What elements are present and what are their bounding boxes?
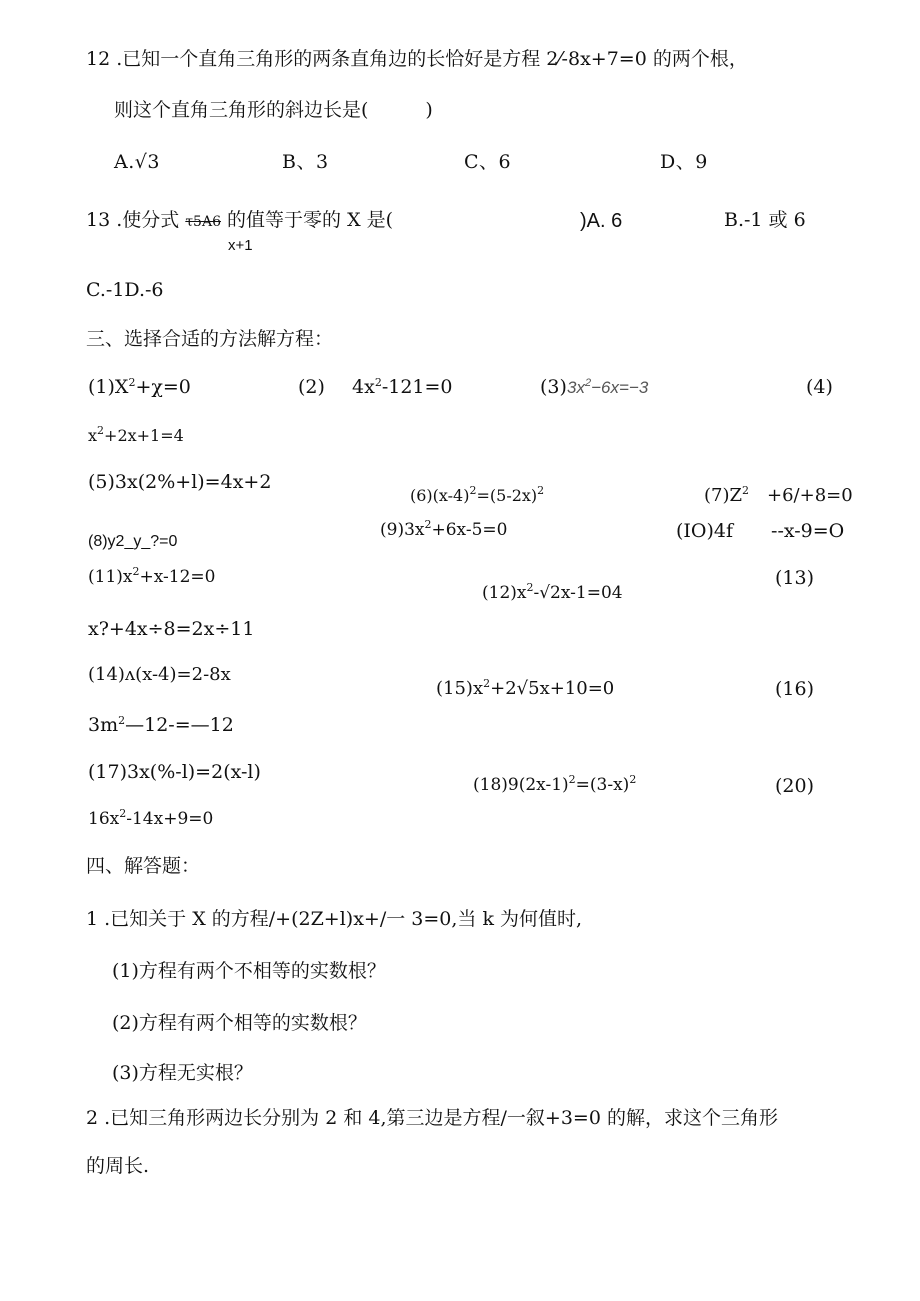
eq7: $(7)Z^2$ +6/+8=0	[704, 484, 853, 506]
eq13-body: x?+4x÷8=2x÷11	[88, 618, 255, 640]
problem2-line1: 2 .已知三角形两边长分别为 2 和 4,第三边是方程/一叙+3=0 的解，求这个三角形	[86, 1107, 778, 1129]
eq4-body: $x^2+2x+1=4$	[88, 424, 184, 445]
eq15: $(15)x^2+2√5x+10=0$	[436, 677, 615, 699]
q12-choice-d: D、9	[660, 151, 708, 173]
eq16-label: (16)	[775, 678, 815, 700]
eq2-label: (2)	[298, 376, 325, 398]
eq13-label: (13)	[775, 567, 815, 589]
eq3-label: (3)	[540, 376, 567, 398]
eq11: $(11)x^2+x-12=0$	[88, 565, 216, 587]
eq1: $(1)X^2+\chi=0$	[88, 376, 191, 398]
eq18: $(18)9(2x-1)^2=(3-x)^2$	[473, 773, 637, 795]
eq20-label: (20)	[775, 775, 815, 797]
section4-title: 四、解答题：	[86, 855, 201, 877]
q13-choice-b: B.-1 或 6	[724, 209, 806, 231]
eq20-body: $16x^2-14x+9=0$	[88, 807, 214, 829]
q13-prefix: 13 .使分式	[86, 209, 180, 231]
eq5: (5)3x(2%+l)=4x+2	[88, 471, 272, 493]
eq10: (IO)4f --x-9=O	[676, 520, 845, 542]
problem2-line2: 的周长.	[86, 1155, 150, 1177]
q13-suffix: 的值等于零的 X 是(	[227, 209, 394, 231]
eq6: $(6)(x-4)^2=(5-2x)^2$	[410, 484, 545, 505]
q13-line2: C.-1D.-6	[86, 279, 164, 301]
section3-title: 三、选择合适的方法解方程：	[86, 328, 334, 350]
eq3-body: $3x^2-6x=-3$	[567, 377, 649, 397]
eq9: $(9)3x^2+6x-5=0$	[380, 518, 508, 540]
q13-line1	[86, 211, 393, 230]
eq12: $(12)x^2-√2x-1=04$	[482, 581, 623, 603]
eq14: (14)ʌ(x-4)=2-8x	[88, 664, 231, 685]
q12-line1: 12 .已知一个直角三角形的两条直角边的长恰好是方程 2⁄-8x+7=0 的两个根，	[86, 48, 748, 70]
eq8: (8)y2_y_?=0	[88, 533, 178, 550]
q13-fraction-numerator: τ5A6	[185, 214, 221, 230]
problem1-sub-3: (3)方程无实根？	[112, 1062, 253, 1084]
eq4-label: (4)	[806, 376, 833, 398]
problem1-sub-1: (1)方程有两个不相等的实数根？	[112, 960, 386, 982]
eq17: (17)3x(%-l)=2(x-l)	[88, 761, 261, 783]
eq2-body: $4x^2-121=0$	[352, 376, 453, 398]
q12-choice-b: B、3	[282, 151, 329, 173]
problem1-stem: 1 .已知关于 X 的方程/+(2Z+l)x+/一 3=0,当 k 为何值时,	[86, 908, 583, 930]
q12-line2: 则这个直角三角形的斜边长是( )	[114, 99, 433, 121]
q13-fraction-denominator: x+1	[228, 237, 253, 254]
eq16-body: $3m^2—12-=—12$	[88, 714, 234, 736]
problem1-sub-2: (2)方程有两个相等的实数根？	[112, 1012, 367, 1034]
q12-choice-a: A.√3	[114, 151, 160, 173]
q12-choice-c: C、6	[464, 151, 512, 173]
q13-choice-a: )A. 6	[580, 210, 623, 232]
